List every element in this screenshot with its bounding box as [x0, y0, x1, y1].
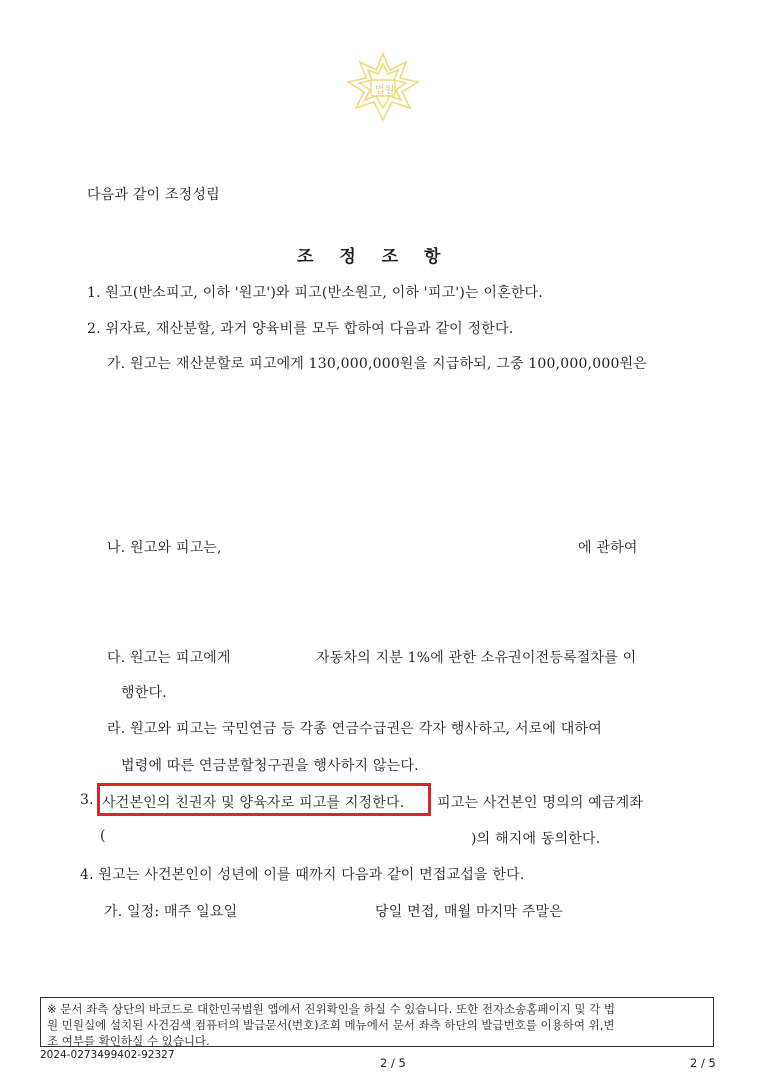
clause-2: 2. 위자료, 재산분할, 과거 양육비를 모두 합하여 다음과 같이 정한다. — [87, 321, 514, 337]
issue-number: 2024-0273499402-92327 — [40, 1049, 175, 1061]
clause-2-na-left: 나. 원고와 피고는, — [107, 540, 222, 556]
seal-text: 법원 — [375, 85, 395, 96]
clause-4: 4. 원고는 사건본인이 성년에 이를 때까지 다음과 같이 면접교섭을 한다. — [80, 867, 525, 883]
intro-text: 다음과 같이 조정성립 — [87, 187, 220, 203]
page-number-center: 2 / 5 — [380, 1056, 406, 1070]
clause-3-rest: 피고는 사건본인 명의의 예금계좌 — [437, 795, 644, 811]
clause-4-ga-left: 가. 일정: 매주 일요일 — [104, 904, 238, 920]
clause-1: 1. 원고(반소피고, 이하 '원고')와 피고(반소원고, 이하 '피고')는 이혼한다. — [87, 285, 543, 301]
clause-2-ra-line1: 라. 원고와 피고는 국민연금 등 각종 연금수급권은 각자 행사하고, 서로에 대하여 — [107, 721, 602, 737]
section-title: 조 정 조 항 — [297, 247, 451, 267]
notice-line-3: 조 여부를 확인하실 수 있습니다. — [47, 1034, 210, 1048]
clause-3-paren-close: )의 해지에 동의한다. — [471, 831, 601, 847]
clause-2-da-left: 다. 원고는 피고에게 — [107, 650, 231, 666]
notice-line-2: 원 민원실에 설치된 사건검색 컴퓨터의 발급문서(번호)조회 메뉴에서 문서 좌측 하단의 발급번호를 이용하여 위,변 — [47, 1018, 615, 1032]
verification-notice — [40, 997, 714, 1047]
clause-2-da-cont: 행한다. — [121, 685, 167, 701]
page-number-right: 2 / 5 — [690, 1056, 716, 1070]
clause-3-paren-open: ( — [100, 828, 106, 844]
clause-2-ra-line2: 법령에 따른 연금분할청구권을 행사하지 않는다. — [121, 758, 419, 774]
clause-3-number: 3. — [80, 792, 94, 808]
court-seal — [344, 50, 422, 124]
clause-3-highlighted: 사건본인의 친권자 및 양육자로 피고를 지정한다. — [102, 795, 405, 811]
clause-4-ga-right: 당일 면접, 매월 마지막 주말은 — [375, 904, 563, 920]
clause-2-da-right: 자동차의 지분 1%에 관한 소유권이전등록절차를 이 — [316, 650, 637, 666]
clause-2-ga: 가. 원고는 재산분할로 피고에게 130,000,000원을 지급하되, 그중 100,000,000원은 — [107, 356, 648, 372]
notice-line-1: ※ 문서 좌측 상단의 바코드로 대한민국법원 앱에서 진위확인을 하실 수 있습니다. 또한 전자소송홈페이지 및 각 법 — [47, 1002, 616, 1016]
clause-2-na-right: 에 관하여 — [578, 540, 638, 556]
